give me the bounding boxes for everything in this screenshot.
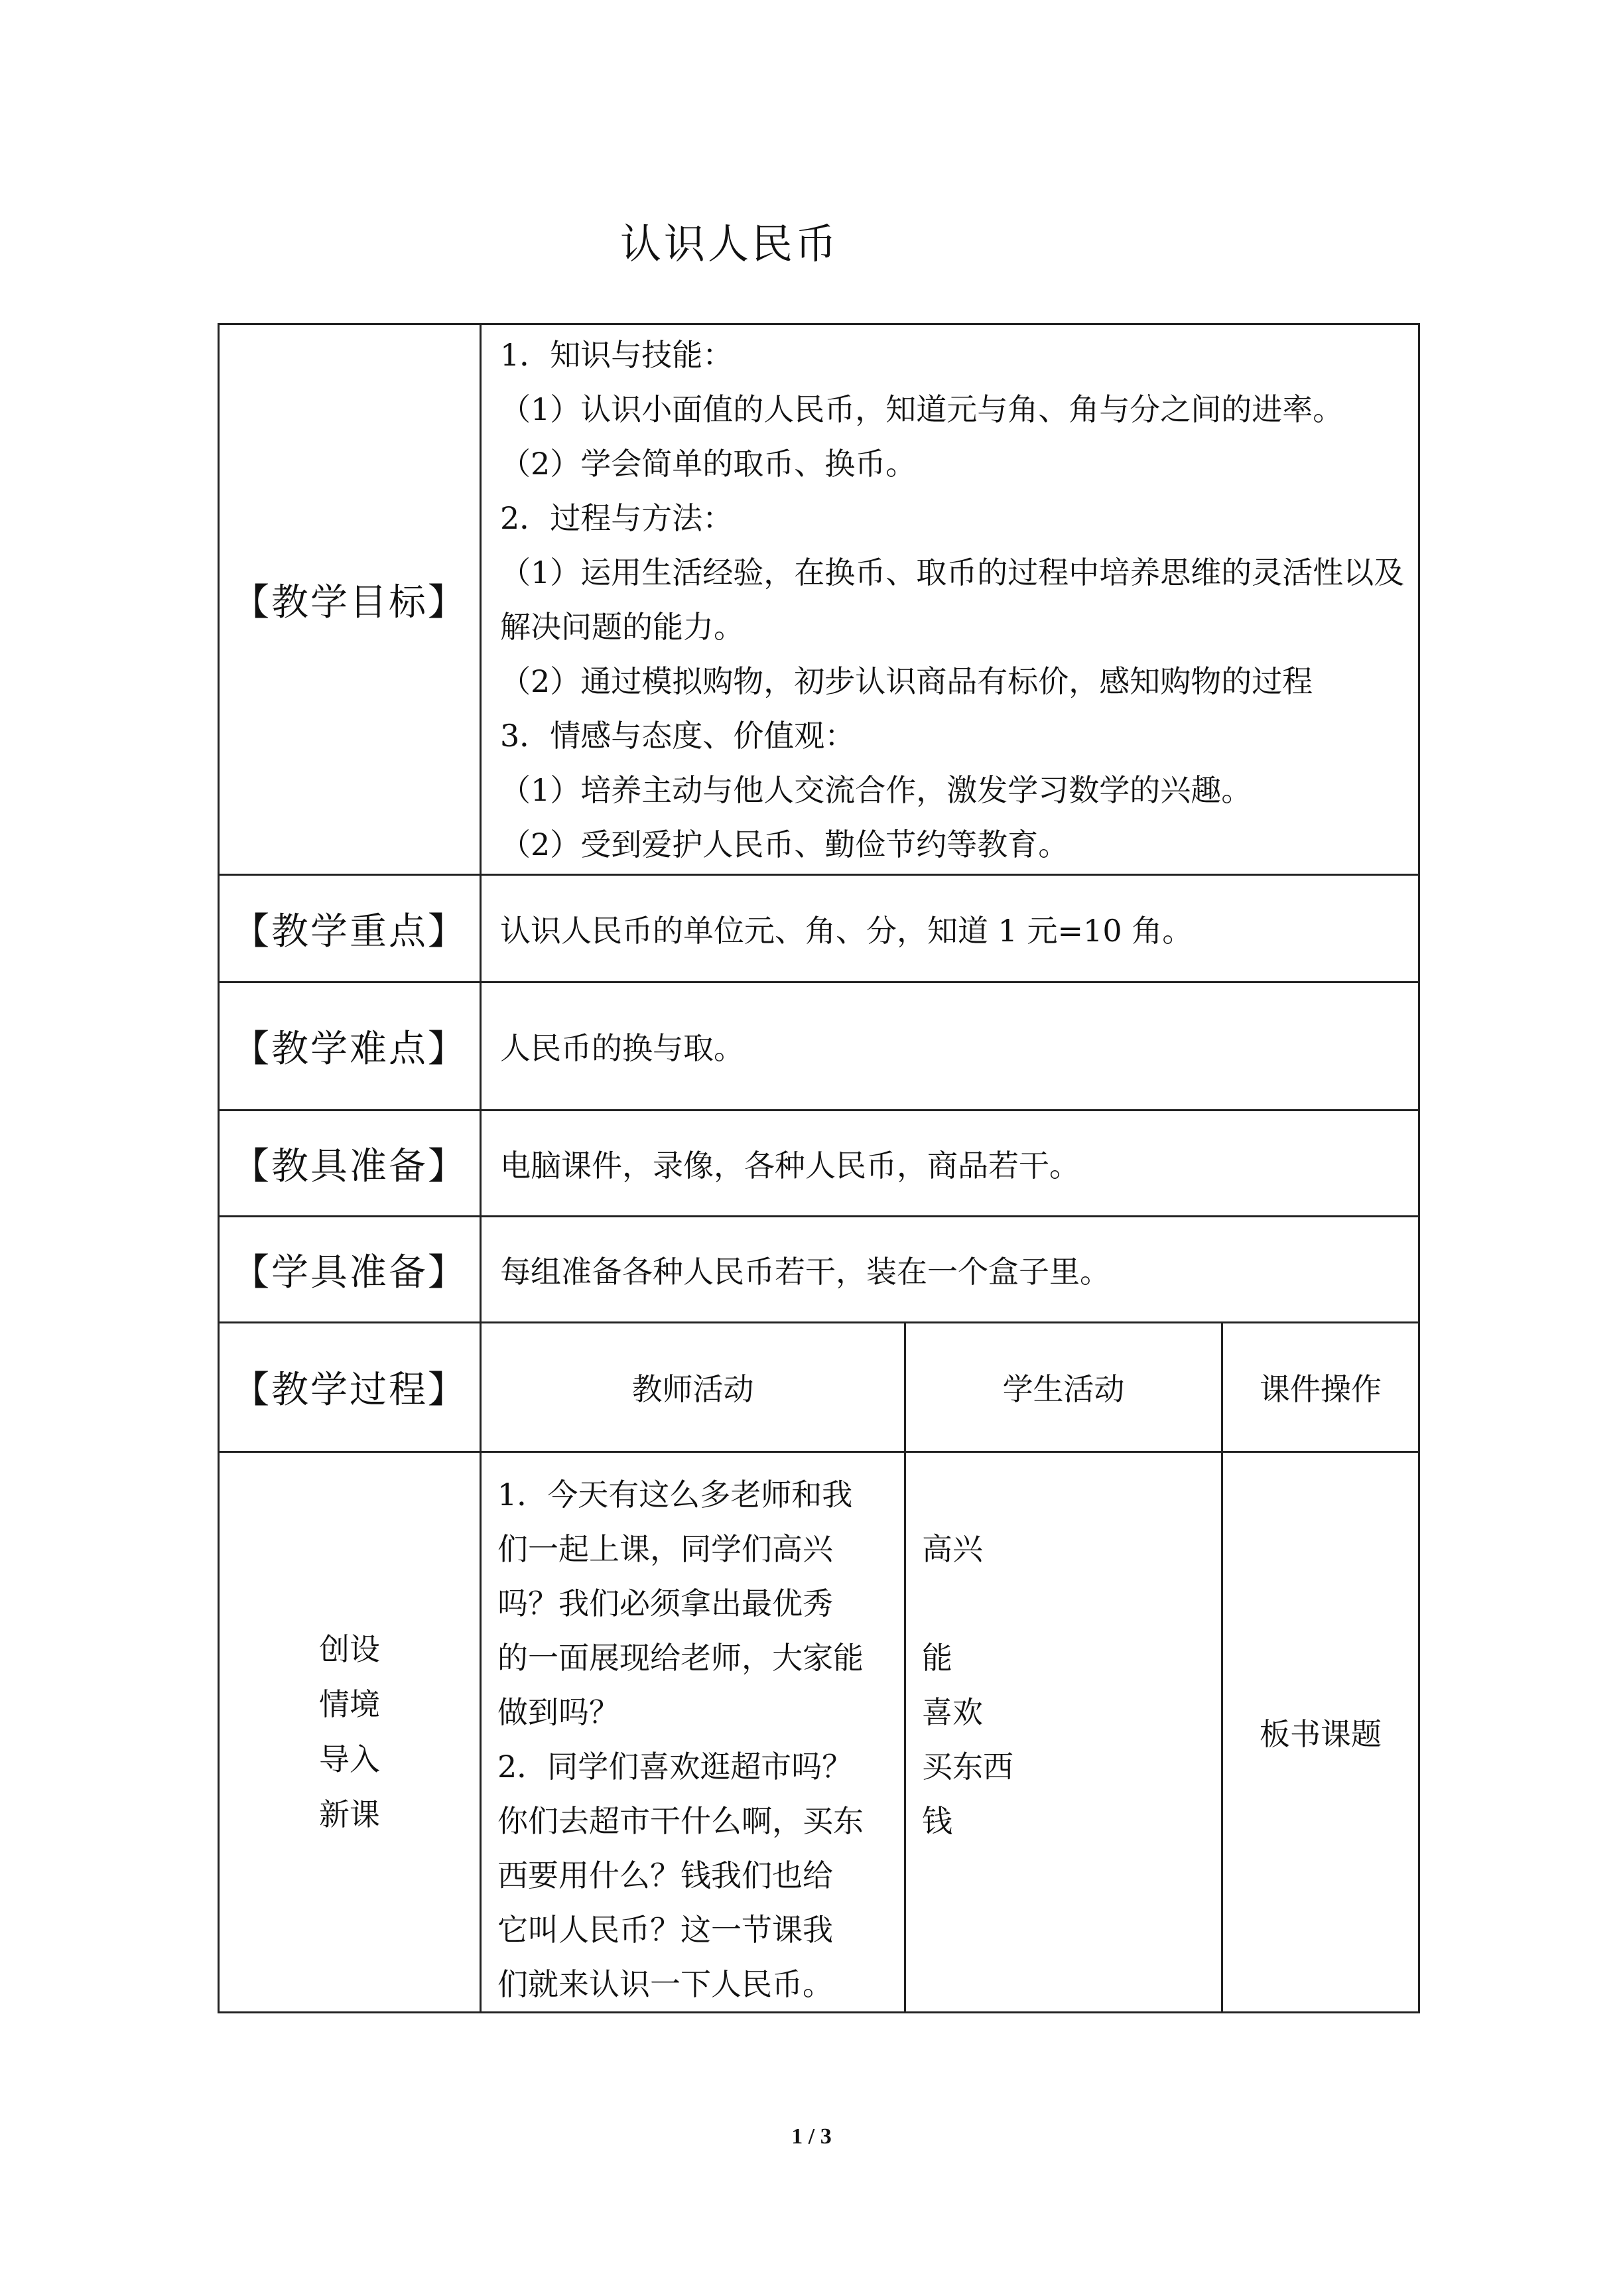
- teacher-line: 们就来认识一下人民币。: [497, 1966, 833, 2002]
- teacher-tools-label: 【教具准备】: [219, 1111, 481, 1217]
- page-title: 认识人民币: [619, 220, 839, 268]
- key-points-text: 认识人民币的单位元、角、分，知道 1 元=10 角。: [481, 875, 1419, 982]
- key-points-row: [219, 875, 1419, 982]
- student-line: [922, 1576, 1210, 1631]
- student-line: [922, 1467, 1210, 1522]
- courseware-content: 板书课题: [1222, 1452, 1419, 2013]
- objective-line: 1．知识与技能：: [500, 336, 734, 373]
- stage-line: 新课: [319, 1796, 380, 1832]
- teacher-line: 它叫人民币？这一节课我: [497, 1912, 833, 1948]
- page-number: 1 / 3: [791, 2124, 832, 2149]
- student-line: 买东西: [922, 1749, 1013, 1785]
- objective-line: （2）学会简单的取币、换币。: [500, 445, 917, 482]
- teacher-activity-content: [481, 1452, 905, 2013]
- objectives-row: [219, 324, 1419, 875]
- teacher-line: 的一面展现给老师，大家能: [497, 1640, 864, 1676]
- objective-line: 3．情感与态度、价值观：: [500, 717, 856, 754]
- teacher-line: 们一起上课，同学们高兴: [497, 1531, 833, 1567]
- process-header-row: [219, 1323, 1419, 1452]
- lesson-plan-table: [218, 323, 1420, 2013]
- student-tools-label: 【学具准备】: [219, 1217, 481, 1323]
- student-tools-row: [219, 1217, 1419, 1323]
- objectives-content: [481, 324, 1419, 875]
- stage-line: 创设: [319, 1631, 380, 1667]
- student-tools-text: 每组准备各种人民币若干，装在一个盒子里。: [481, 1217, 1419, 1323]
- student-line: 喜欢: [922, 1694, 983, 1730]
- student-line: 能: [922, 1640, 952, 1676]
- difficulties-label: 【教学难点】: [219, 982, 481, 1111]
- objective-line: （2）通过模拟购物，初步认识商品有标价，感知购物的过程: [500, 663, 1313, 699]
- teacher-line: 做到吗？: [497, 1694, 619, 1730]
- objective-line: （1）认识小面值的人民币，知道元与角、角与分之间的进率。: [500, 391, 1344, 427]
- stage-line: 导入: [319, 1741, 380, 1777]
- teacher-activity-header: 教师活动: [481, 1323, 905, 1452]
- stage-label: [219, 1452, 481, 2013]
- teacher-tools-row: [219, 1111, 1419, 1217]
- process-label: 【教学过程】: [219, 1323, 481, 1452]
- student-line: 高兴: [922, 1531, 983, 1567]
- objective-line: 2．过程与方法：: [500, 500, 734, 536]
- objective-line: （1）培养主动与他人交流合作，激发学习数学的兴趣。: [500, 772, 1252, 808]
- difficulties-row: [219, 982, 1419, 1111]
- teacher-line: 西要用什么？钱我们也给: [497, 1857, 833, 1893]
- objective-line: （1）运用生活经验，在换币、取币的过程中培养思维的灵活性以及解决问题的能力。: [500, 554, 1405, 645]
- objectives-label: 【教学目标】: [219, 324, 481, 875]
- student-activity-content: [905, 1452, 1222, 2013]
- student-line: 钱: [922, 1803, 952, 1839]
- teacher-line: 2．同学们喜欢逛超市吗？: [497, 1749, 853, 1785]
- teacher-line: 1．今天有这么多老师和我: [497, 1477, 853, 1513]
- courseware-header: 课件操作: [1222, 1323, 1419, 1452]
- difficulties-text: 人民币的换与取。: [481, 982, 1419, 1111]
- teacher-tools-text: 电脑课件，录像，各种人民币，商品若干。: [481, 1111, 1419, 1217]
- key-points-label: 【教学重点】: [219, 875, 481, 982]
- process-stage-row: [219, 1452, 1419, 2013]
- teacher-line: 你们去超市干什么啊，买东: [497, 1803, 864, 1839]
- objective-line: （2）受到爱护人民币、勤俭节约等教育。: [500, 826, 1069, 862]
- student-activity-header: 学生活动: [905, 1323, 1222, 1452]
- teacher-line: 吗？我们必须拿出最优秀: [497, 1586, 833, 1621]
- stage-line: 情境: [319, 1686, 380, 1722]
